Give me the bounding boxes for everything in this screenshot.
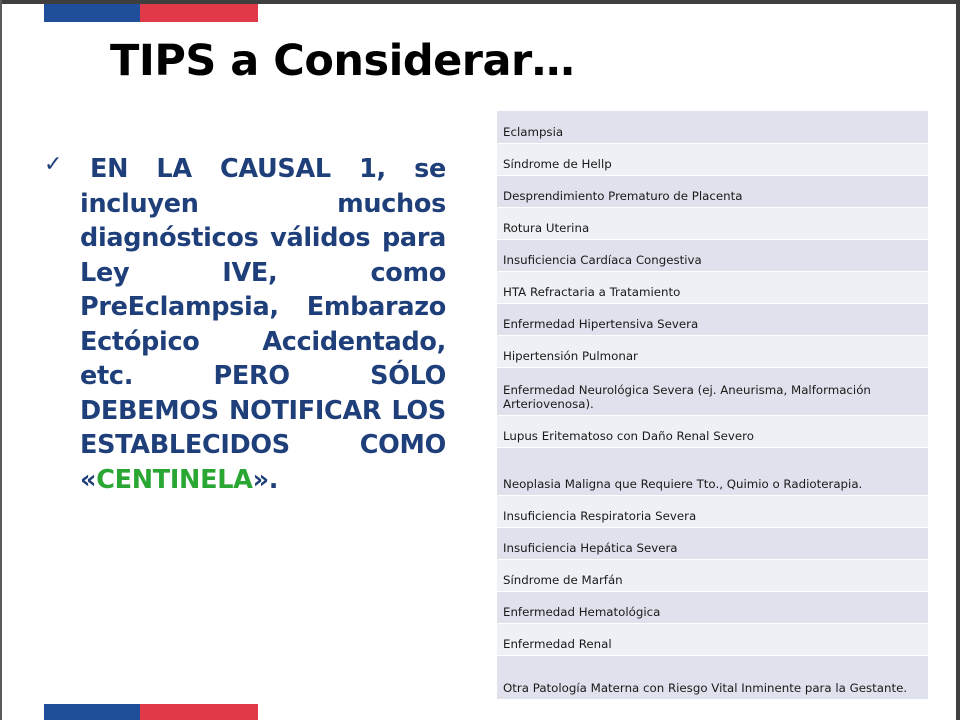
diagnosis-table [497,111,928,700]
window-frame-right [956,0,960,720]
table-cell: Síndrome de Hellp [497,143,928,175]
table-cell: Enfermedad Hipertensiva Severa [497,303,928,335]
bullet-tail-text: ». [252,464,279,495]
table-cell: Otra Patología Materna con Riesgo Vital Inminente para la Gestante. [497,655,928,699]
table-cell: Eclampsia [497,111,928,143]
bottom-blue-bar [44,704,140,720]
table-cell: Insuficiencia Cardíaca Congestiva [497,239,928,271]
checkmark-icon: ✓ [44,152,63,177]
table-cell: Enfermedad Neurológica Severa (ej. Aneurisma, Malformación Arteriovenosa). [497,367,928,415]
table-row [497,239,928,271]
table-cell: Neoplasia Maligna que Requiere Tto., Quimio o Radioterapia. [497,447,928,495]
table-cell: Enfermedad Hematológica [497,591,928,623]
table-cell: Síndrome de Marfán [497,559,928,591]
bottom-red-bar [140,704,258,720]
table-cell: Insuficiencia Respiratoria Severa [497,495,928,527]
table-row [497,303,928,335]
top-blue-bar [44,4,140,22]
centinela-highlight: CENTINELA [96,464,253,495]
table-row [497,271,928,303]
table-cell: Desprendimiento Prematuro de Placenta [497,175,928,207]
slide-title: TIPS a Considerar… [110,36,575,86]
table-cell: Rotura Uterina [497,207,928,239]
table-row [497,447,928,495]
table-row [497,175,928,207]
table-row [497,655,928,699]
table-row [497,623,928,655]
top-red-bar [140,4,258,22]
table-row [497,207,928,239]
table-row [497,495,928,527]
table-row [497,591,928,623]
table-row [497,367,928,415]
bullet-text [80,152,446,497]
table-row [497,415,928,447]
table-cell: HTA Refractaria a Tratamiento [497,271,928,303]
table-cell: Lupus Eritematoso con Daño Renal Severo [497,415,928,447]
window-frame-left [0,0,2,720]
table-row [497,143,928,175]
table-row [497,335,928,367]
bullet-lead-text: EN LA CAUSAL 1, se incluyen muchos diagnósticos válidos para Ley IVE, como PreEclampsia, Embarazo Ectópico Accidentado, etc. PERO SÓLO DEBEMOS NOTIFICAR LOS ESTABLECIDOS COMO « [80,154,446,495]
table-row [497,111,928,143]
table-cell: Enfermedad Renal [497,623,928,655]
table-row [497,559,928,591]
table-cell: Hipertensión Pulmonar [497,335,928,367]
table-row [497,527,928,559]
table-cell: Insuficiencia Hepática Severa [497,527,928,559]
